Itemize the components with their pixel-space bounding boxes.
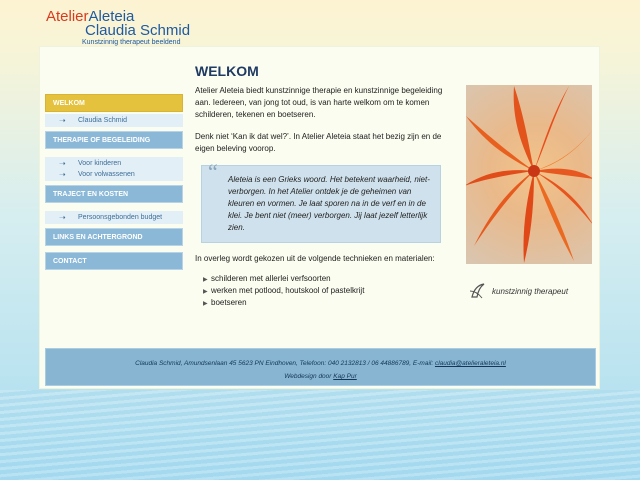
main-content (195, 65, 445, 309)
therapist-logo-icon (468, 281, 488, 301)
footer-address: Claudia Schmid, Amundsenlaan 45 5623 PN Eindhoven, Telefoon: 040 2132813 / 06 44886789, E-mail: claudia@atelieraleteia.nl (135, 360, 506, 367)
designer-link[interactable]: Kap Pur (333, 373, 357, 380)
nav-item-traject[interactable]: TRAJECT EN KOSTEN (45, 185, 183, 203)
list-item: ▶ schilderen met allerlei verfsoorten (195, 273, 445, 285)
nav-item-welkom[interactable]: WELKOM (45, 94, 183, 112)
logo-tagline: Kunstzinnig therapeut beeldend (82, 39, 181, 46)
painting-image (466, 85, 592, 264)
subnav-item-volwassenen[interactable]: ➝ Voor volwassenen (59, 170, 135, 179)
intro-paragraph: Atelier Aleteia biedt kunstzinnige therapie en kunstzinnige begeleiding aan. Iedereen, van jong tot oud, is van harte welkom om te komen schilderen, tekenen en boetseren. (195, 86, 443, 119)
submenu-traject (45, 211, 183, 224)
background-waves (0, 390, 640, 480)
list-item: ▶ boetseren (195, 297, 445, 309)
arrow-icon: ➝ (59, 159, 66, 168)
second-paragraph: Denk niet ‘Kan ik dat wel?’. In Atelier Aleteia staat het bezig zijn en de eigen beleving voorop. (195, 132, 442, 153)
bullet-arrow-icon: ▶ (203, 301, 208, 307)
nav-item-therapie[interactable]: THERAPIE OF BEGELEIDING (45, 131, 183, 149)
quote-mark-icon: “ (208, 159, 218, 184)
site-logo[interactable] (46, 9, 190, 46)
submenu-therapie (45, 157, 183, 181)
arrow-icon: ➝ (59, 116, 66, 125)
bullet-arrow-icon: ▶ (203, 277, 208, 283)
bullet-arrow-icon: ▶ (203, 289, 208, 295)
email-link[interactable]: claudia@atelieraleteia.nl (434, 360, 506, 367)
list-item: ▶ werken met potlood, houtskool of pastelkrijt (195, 285, 445, 297)
therapist-label: kunstzinnig therapeut (492, 286, 569, 296)
logo-wordmark: AtelierAleteia (46, 8, 135, 25)
subnav-item-claudia[interactable]: ➝ Claudia Schmid (59, 116, 128, 125)
nav-item-links[interactable]: LINKS EN ACHTERGROND (45, 228, 183, 246)
content-panel (39, 46, 600, 389)
footer-credits: Webdesign door Kap Pur (284, 373, 357, 380)
flower-painting-icon (466, 85, 592, 264)
subnav-item-budget[interactable]: ➝ Persoonsgebonden budget (59, 213, 163, 222)
footer (45, 348, 596, 386)
submenu-welkom (45, 114, 183, 127)
quote-block (201, 159, 441, 243)
arrow-icon: ➝ (59, 213, 66, 222)
nav-item-contact[interactable]: CONTACT (45, 252, 183, 270)
therapist-badge (468, 281, 568, 301)
logo-name: Claudia Schmid (85, 22, 191, 39)
techniques-list (195, 273, 445, 309)
sidebar-nav (45, 94, 183, 270)
page-title: WELKOM (195, 63, 259, 79)
arrow-icon: ➝ (59, 170, 66, 179)
techniques-intro: In overleg wordt gekozen uit de volgende technieken en materialen: (195, 254, 435, 263)
quote-text: Aleteia is een Grieks woord. Het betekent waarheid, niet-verborgen. In het Atelier ontdek je de geheimen van kleuren en vormen. Je laat sporen na in de verf en in de klei. Je bent niet (meer) verborgen. Jij laat jezelf letterlijk zien. (228, 175, 430, 232)
subnav-item-kinderen[interactable]: ➝ Voor kinderen (59, 159, 122, 168)
